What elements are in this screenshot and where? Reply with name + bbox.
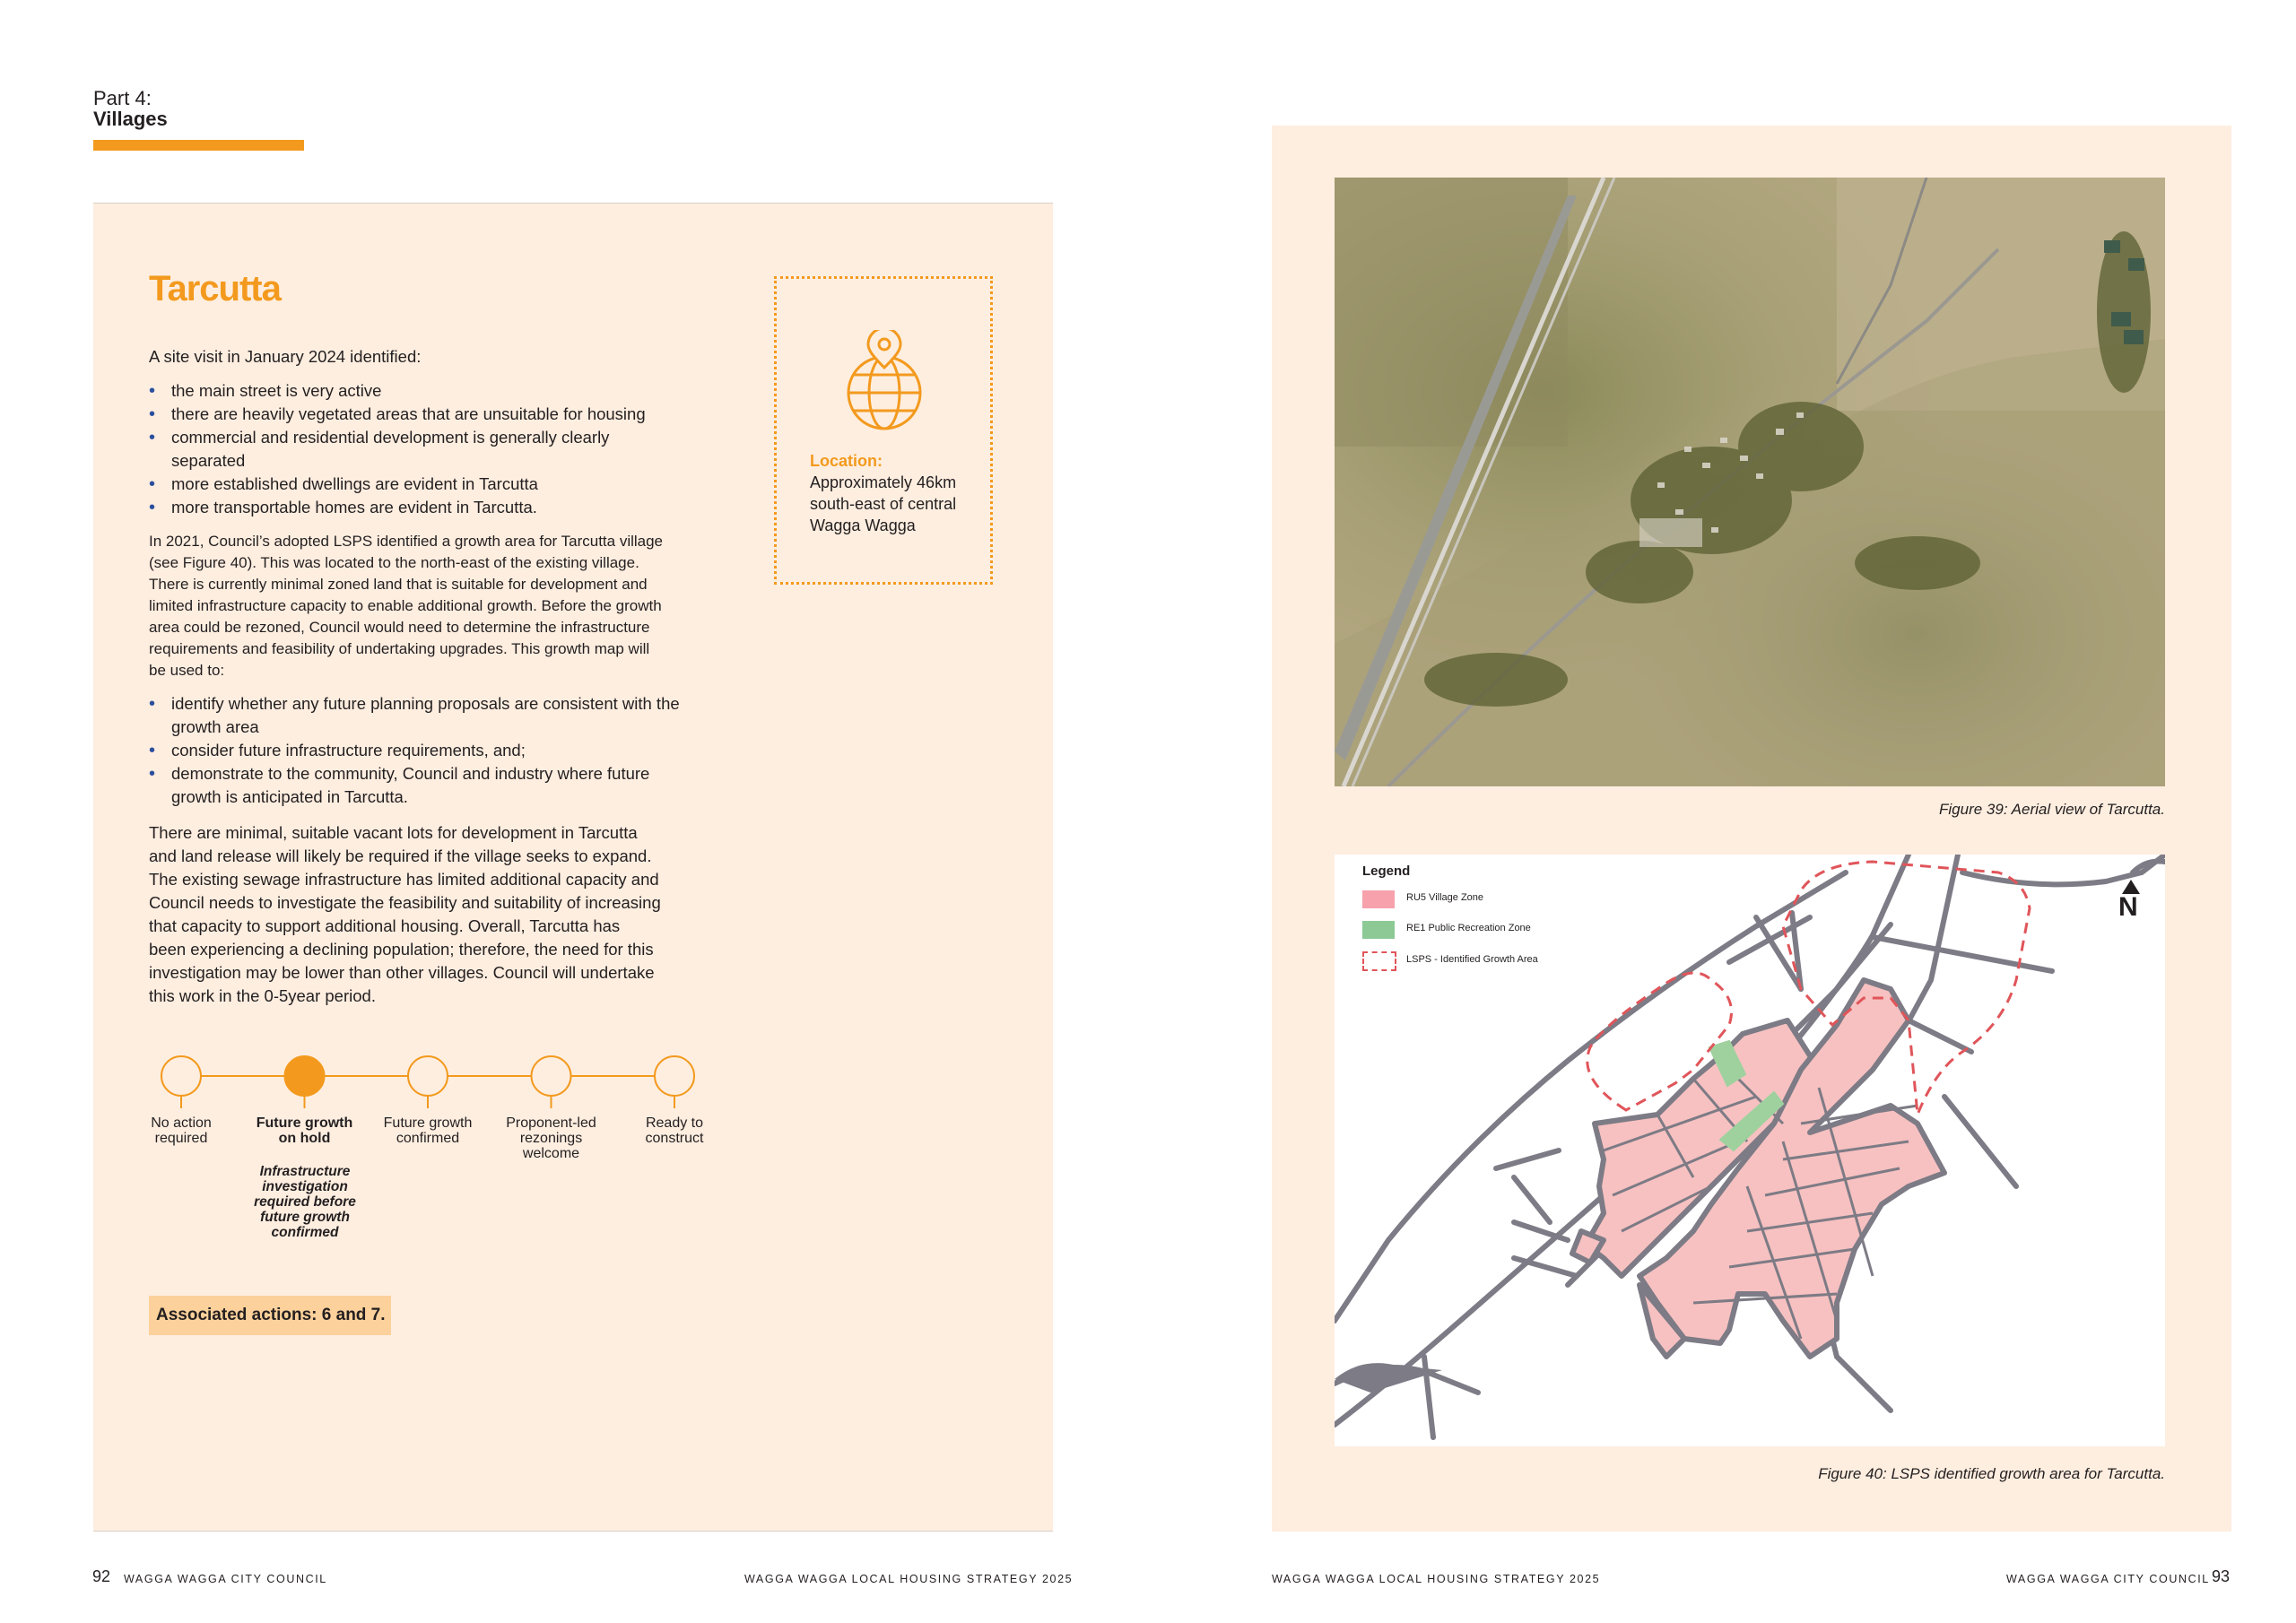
figure-39-caption: Figure 39: Aerial view of Tarcutta. xyxy=(1939,801,2165,818)
list-item: • more transportable homes are evident in Tarcutta. xyxy=(149,496,723,519)
right-footer-org: WAGGA WAGGA CITY COUNCIL xyxy=(2006,1573,2210,1585)
intro-text: A site visit in January 2024 identified: xyxy=(149,347,422,366)
closing-paragraph: There are minimal, suitable vacant lots for development in Tarcutta and land release will likely be required if the village seeks to expand. The existing sewage infrastructure has limited additional capacity and Council needs to investigate the feasibility and suitability of increasing that capacity to support additional housing. Overall, Tarcutta has been experiencing a declining population; therefore, the need for this investigation may be lower than other villages. Council will undertake this work in the 0-5year period. xyxy=(149,823,661,1005)
timeline-stage-label: Ready to construct xyxy=(645,1115,704,1146)
timeline-node xyxy=(408,1056,448,1096)
timeline-track xyxy=(144,1049,718,1112)
timeline-note: Infrastructure investigation required before future growth confirmed xyxy=(254,1164,356,1240)
list-item: • commercial and residential development is generally clearly separated xyxy=(149,426,723,473)
north-label: N xyxy=(2118,892,2138,922)
timeline-stage-label: Future growth on hold xyxy=(256,1115,353,1146)
legend-swatch-ru5 xyxy=(1362,890,1395,908)
timeline-node xyxy=(161,1056,201,1096)
legend-label-ru5: RU5 Village Zone xyxy=(1406,892,1484,903)
legend-swatch-growth xyxy=(1362,951,1396,971)
timeline-stage-label: Future growth confirmed xyxy=(383,1115,473,1146)
findings-list xyxy=(149,379,723,519)
timeline-stage-label: Proponent-led rezonings welcome xyxy=(506,1115,596,1161)
legend-title: Legend xyxy=(1362,864,1411,879)
left-footer-doc: WAGGA WAGGA LOCAL HOUSING STRATEGY 2025 xyxy=(744,1573,1074,1585)
list-item: • there are heavily vegetated areas that are unsuitable for housing xyxy=(149,403,723,426)
header-accent-bar xyxy=(93,140,304,151)
location-globe-icon xyxy=(841,330,927,438)
list-item: • more established dwellings are evident in Tarcutta xyxy=(149,473,723,496)
list-item: • identify whether any future planning proposals are consistent with the growth area xyxy=(149,692,777,739)
lsps-paragraph: In 2021, Council’s adopted LSPS identified a growth area for Tarcutta village (see Figure 40). This was located to the north-east of the existing village. There is currently minimal zoned land that is suitable for development and limited infrastructure capacity to enable additional growth. Before the growth area could be rezoned, Council would need to determine the infrastructure requirements and feasibility of undertaking upgrades. This growth map will be used to: xyxy=(149,533,664,679)
timeline-node xyxy=(532,1056,571,1096)
associated-actions-badge: Associated actions: 6 and 7. xyxy=(149,1296,391,1335)
timeline-node xyxy=(285,1056,325,1096)
list-item: • the main street is very active xyxy=(149,379,723,403)
timeline-node xyxy=(655,1056,694,1096)
legend-swatch-re1 xyxy=(1362,921,1395,939)
figure-40-caption: Figure 40: LSPS identified growth area for Tarcutta. xyxy=(1818,1465,2165,1482)
left-footer-org: WAGGA WAGGA CITY COUNCIL xyxy=(124,1573,327,1585)
left-page-number: 92 xyxy=(92,1567,111,1585)
aerial-view-image xyxy=(1335,178,2165,786)
right-page-number: 93 xyxy=(2212,1567,2231,1585)
timeline-stage-label: No action required xyxy=(151,1115,212,1146)
ru5-village-zone xyxy=(1572,980,1944,1357)
location-text: Approximately 46km south-east of central Wagga Wagga xyxy=(810,473,957,534)
location-label: Location: xyxy=(810,452,883,470)
right-footer-doc: WAGGA WAGGA LOCAL HOUSING STRATEGY 2025 xyxy=(1272,1573,1601,1585)
zoning-map xyxy=(1335,855,2165,1446)
legend-label-growth: LSPS - Identified Growth Area xyxy=(1406,954,1538,965)
part-label: Part 4: xyxy=(93,87,152,109)
legend-label-re1: RE1 Public Recreation Zone xyxy=(1406,923,1531,933)
list-item: • consider future infrastructure requirements, and; xyxy=(149,739,777,762)
uses-list xyxy=(149,692,777,809)
part-title: Villages xyxy=(93,108,168,130)
list-item: • demonstrate to the community, Council and industry where future growth is anticipated in Tarcutta. xyxy=(149,762,777,809)
page-title: Tarcutta xyxy=(149,269,281,308)
growth-area-map xyxy=(1335,855,2165,1446)
